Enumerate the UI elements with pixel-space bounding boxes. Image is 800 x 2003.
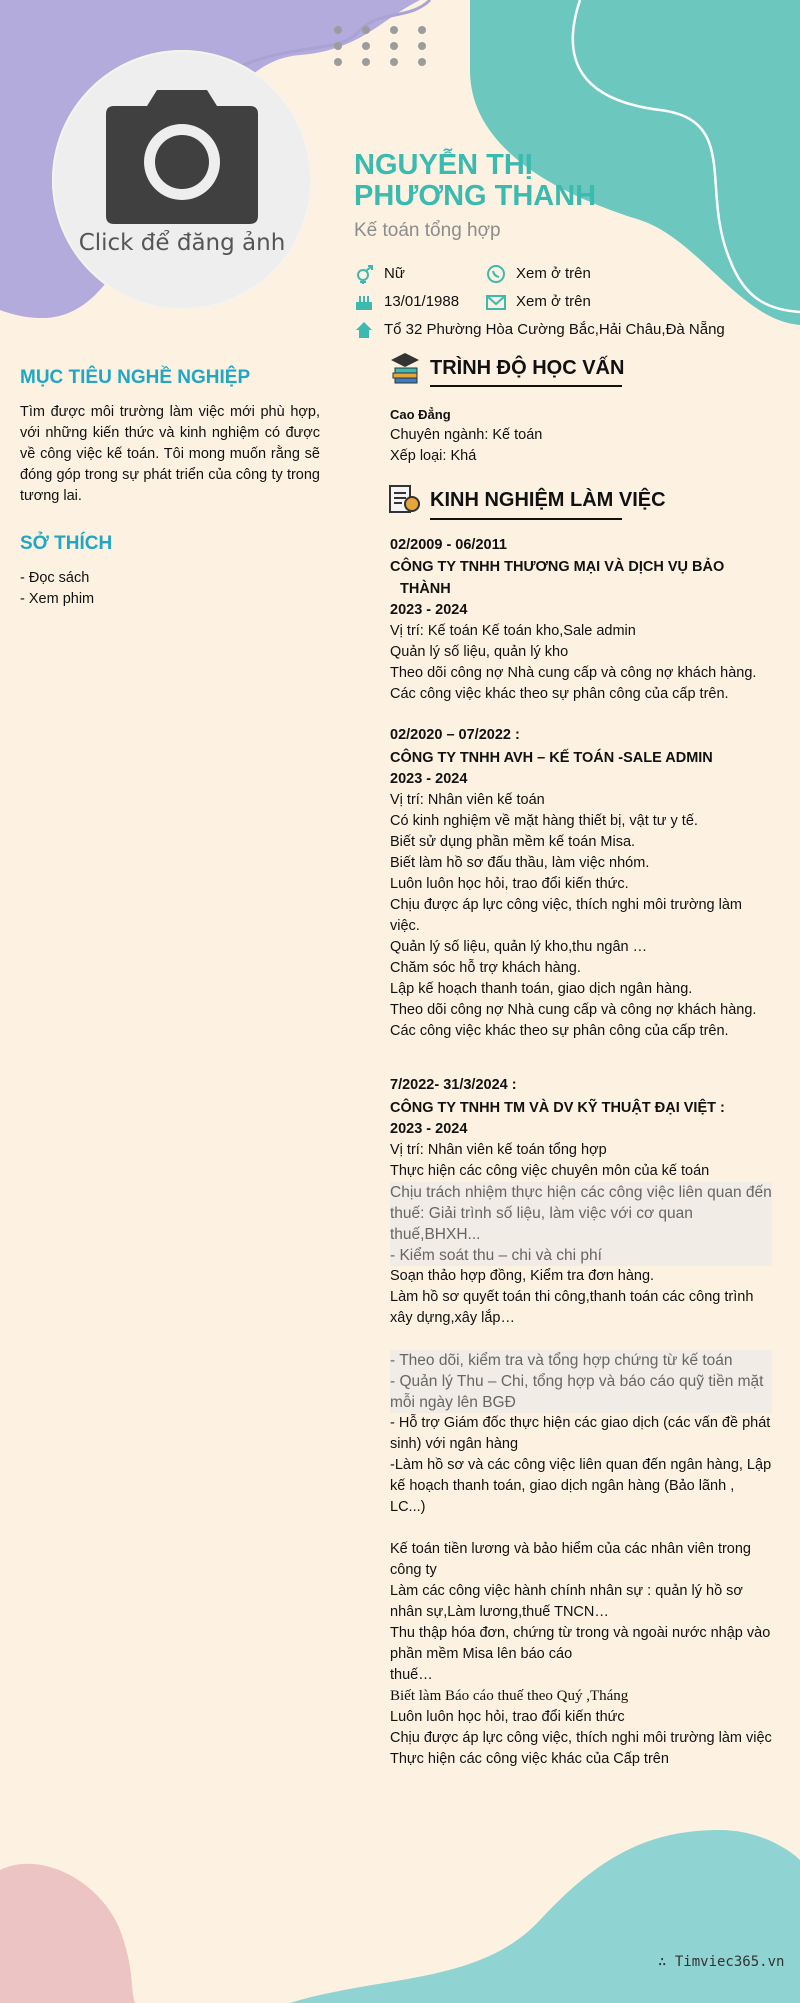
job-line: Thu thập hóa đơn, chứng từ trong và ngoài nước nhập vào phần mềm Misa lên báo cáo <box>390 1625 771 1662</box>
job-line: Có kinh nghiệm về mặt hàng thiết bị, vật tư y tế. <box>390 813 698 829</box>
job-line: - Hỗ trợ Giám đốc thực hiện các giao dịch (các vấn đề phát sinh) với ngân hàng <box>390 1415 771 1452</box>
job-line: Làm hồ sơ quyết toán thi công,thanh toán các công trình xây dựng,xây lắp… <box>390 1289 754 1326</box>
job-line: Theo dõi công nợ Nhà cung cấp và công nợ khách hàng. <box>390 665 757 681</box>
job-line: Quản lý số liệu, quản lý kho <box>390 644 569 660</box>
work-experience-icon <box>387 482 421 516</box>
job-period: 7/2022- 31/3/2024 : <box>390 1077 517 1093</box>
profile-photo-placeholder[interactable] <box>52 50 312 310</box>
phone-value: Xem ở trên <box>516 265 591 282</box>
job-line: Lập kế hoạch thanh toán, giao dịch ngân hàng. <box>390 981 693 997</box>
job-line: Soạn thảo hợp đồng, Kiểm tra đơn hàng. <box>390 1268 655 1284</box>
education-icon <box>387 350 423 384</box>
job-line-highlight: - Theo dõi, kiểm tra và tổng hợp chứng từ kế toán <box>390 1350 772 1371</box>
gender-value: Nữ <box>384 265 405 282</box>
education-underline <box>430 385 622 387</box>
job-line: Các công việc khác theo sự phân công của cấp trên. <box>390 1023 729 1039</box>
brand-text: Timviec365.vn <box>674 1954 785 1970</box>
job-line: Quản lý số liệu, quản lý kho,thu ngân … <box>390 939 648 955</box>
photo-upload-caption: Click để đăng ảnh <box>78 230 286 256</box>
experience-job-3 <box>390 1075 772 1770</box>
education-section <box>390 404 772 467</box>
job-line: Các công việc khác theo sự phân công của cấp trên. <box>390 686 729 702</box>
experience-heading: KINH NGHIỆM LÀM VIỆC <box>430 489 666 511</box>
address-value: Tổ 32 Phường Hòa Cường Bắc,Hải Châu,Đà Nẵng <box>384 321 725 338</box>
job-line: Vị trí: Kế toán Kế toán kho,Sale admin <box>390 623 636 639</box>
job-line: Làm các công việc hành chính nhân sự : quản lý hồ sơ nhân sự,Làm lương,thuế TNCN… <box>390 1583 743 1620</box>
hobby-item: - Xem phim <box>20 591 95 607</box>
job-line: Chịu được áp lực công việc, thích nghi môi trường làm việc. <box>390 897 742 934</box>
job-line: Kế toán tiền lương và bảo hiểm của các nhân viên trong công ty <box>390 1541 751 1578</box>
job-line: thuế… <box>390 1667 433 1683</box>
job-years: 2023 - 2024 <box>390 1121 468 1137</box>
objective-text: Tìm được môi trường làm việc mới phù hợp, với những kiến thức và kinh nghiệm có được về công việc kế toán. Tôi mong muốn rằng sẽ đóng góp trong sự phát triển của công ty trong tương lai. <box>20 404 320 504</box>
job-line: Biết làm hồ sơ đấu thầu, làm việc nhóm. <box>390 855 650 871</box>
job-years: 2023 - 2024 <box>390 771 468 787</box>
job-line-highlight: - Kiểm soát thu – chi và chi phí <box>390 1245 772 1266</box>
home-icon <box>354 320 374 340</box>
education-heading: TRÌNH ĐỘ HỌC VẤN <box>430 357 625 379</box>
job-company: CÔNG TY TNHH THƯƠNG MẠI VÀ DỊCH VỤ BẢO THÀNH <box>390 559 725 597</box>
spacer <box>390 1329 772 1350</box>
job-line: Vị trí: Nhân viên kế toán tổng hợp <box>390 1142 607 1158</box>
major: Chuyên ngành: Kế toán <box>390 427 543 443</box>
job-line-highlight: Chịu trách nhiệm thực hiện các công việc liên quan đến thuế: Giải trình số liệu, làm việc với cơ quan thuế,BHXH... <box>390 1184 772 1243</box>
job-line: Theo dõi công nợ Nhà cung cấp và công nợ khách hàng. <box>390 1002 757 1018</box>
brand-logo-icon: ∴ <box>658 1954 675 1970</box>
experience-underline <box>430 518 622 520</box>
candidate-name <box>354 150 654 212</box>
hobby-item: - Đọc sách <box>20 570 90 586</box>
job-company: CÔNG TY TNHH TM VÀ DV KỸ THUẬT ĐẠI VIỆT : <box>390 1100 725 1116</box>
experience-job-1 <box>390 535 772 705</box>
footer-brand[interactable] <box>658 1954 784 1970</box>
job-line <box>390 1518 772 1539</box>
birthday-value: 13/01/1988 <box>384 293 460 310</box>
experience-job-2 <box>390 725 772 1042</box>
job-line: Luôn luôn học hỏi, trao đổi kiến thức <box>390 1709 625 1725</box>
job-period: 02/2020 – 07/2022 : <box>390 727 520 743</box>
hobbies-heading: SỞ THÍCH <box>20 533 113 554</box>
birthday-cake-icon <box>354 292 374 312</box>
gender-icon <box>354 264 374 284</box>
job-years: 2023 - 2024 <box>390 602 468 618</box>
candidate-name-text: NGUYỄN THỊ PHƯƠNG THANH <box>354 149 597 212</box>
job-line: Thực hiện các công việc chuyên môn của kế toán <box>390 1163 710 1179</box>
job-line: Chịu được áp lực công việc, thích nghi môi trường làm việc <box>390 1730 772 1746</box>
email-value: Xem ở trên <box>516 293 591 310</box>
job-company: CÔNG TY TNHH AVH – KẾ TOÁN -SALE ADMIN <box>390 750 713 766</box>
job-line: Chăm sóc hỗ trợ khách hàng. <box>390 960 581 976</box>
job-line: -Làm hồ sơ và các công việc liên quan đến ngân hàng, Lập kế hoạch thanh toán, giao dịch ngân hàng (Bảo lãnh , LC...) <box>390 1457 772 1515</box>
email-icon <box>486 292 506 312</box>
job-line: Thực hiện các công việc khác của Cấp trên <box>390 1751 669 1767</box>
job-line: Biết sử dụng phần mềm kế toán Misa. <box>390 834 636 850</box>
degree: Cao Đẳng <box>390 407 451 422</box>
job-period: 02/2009 - 06/2011 <box>390 537 507 553</box>
rank: Xếp loại: Khá <box>390 448 477 464</box>
camera-icon <box>102 86 262 226</box>
phone-icon <box>486 264 506 284</box>
job-line-serif: Biết làm Báo cáo thuế theo Quý ,Tháng <box>390 1688 629 1704</box>
job-title: Kế toán tổng hợp <box>354 220 501 241</box>
job-line-highlight: - Quản lý Thu – Chi, tổng hợp và báo cáo quỹ tiền mặt mỗi ngày lên BGĐ <box>390 1371 772 1413</box>
objective-heading: MỤC TIÊU NGHỀ NGHIỆP <box>20 367 251 388</box>
job-line: Vị trí: Nhân viên kế toán <box>390 792 545 808</box>
job-line: Luôn luôn học hỏi, trao đổi kiến thức. <box>390 876 629 892</box>
hobbies-list <box>20 568 320 610</box>
